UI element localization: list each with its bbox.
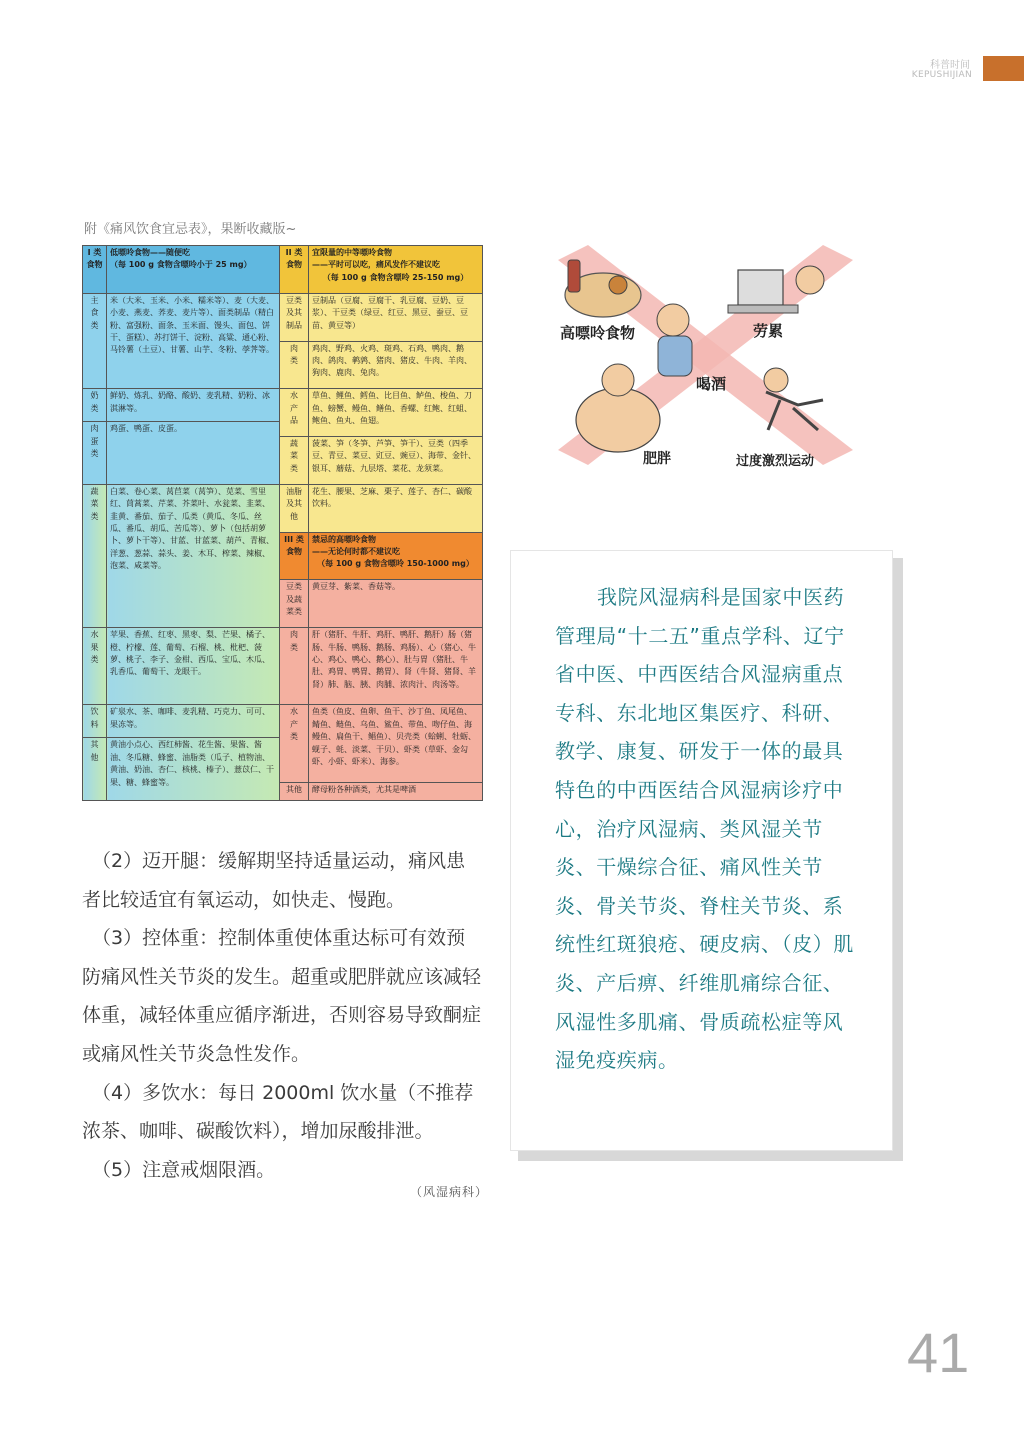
class2-note: （每 100 g 食物含嘌呤 25-150 mg） [322, 272, 469, 282]
class3-cat-other: 其他 [280, 782, 309, 800]
paragraph-smoking: （5）注意戒烟限酒。 [92, 1158, 276, 1181]
class2-cat-seafood: 水 产 品 [280, 389, 309, 437]
class3-text-meat: 肝（猪肝、牛肝、鸡肝、鸭肝、鹅肝）肠（猪肠、牛肠、鸭肠、鹅肠、鸡肠）、心（猪心、牛心、鸡心、鸭心、鹅心）、肚与胃（猪肚、牛肚、鸡胃、鸭胃、鹅胃）、肾（牛肾、猪肾、羊肾）肺、脑、胰、肉脯、浓肉汁、肉汤等。 [309, 628, 483, 705]
class2-title: 宜限量的中等嘌呤食物 [312, 248, 392, 257]
class3-label: III 类 食物 [280, 532, 309, 580]
class2-header [309, 246, 483, 294]
class1-cat-staple: 主 食 类 [83, 293, 107, 389]
class1-cat-veg: 蔬 菜 类 [83, 484, 107, 627]
gout-diet-table [82, 245, 483, 801]
paragraph-water: （4）多饮水：每日 2000ml 饮水量（不推荐浓茶、咖啡、碳酸饮料），增加尿酸排泄。 [82, 1081, 474, 1143]
department-intro: 我院风湿病科是国家中医药管理局“十二五”重点学科、辽宁省中医、中西医结合风湿病重点专科、东北地区集医疗、科研、教学、康复、研发于一体的最具特色的中西医结合风湿病诊疗中心，治疗风湿病、类风湿关节炎、干燥综合征、痛风性关节炎、骨关节炎、脊柱关节炎、系统性红斑狼疮、硬皮病、（皮）肌炎、产后痹、纤维肌痛综合征、风湿性多肌痛、骨质疏松症等风湿免疫疾病。 [555, 585, 854, 1073]
class3-cat-seafood: 水 产 类 [280, 705, 309, 782]
class1-header [107, 246, 280, 294]
class1-cat-other: 其 他 [83, 738, 107, 801]
table-caption: 附《痛风饮食宜忌表》，果断收藏版~ [84, 222, 297, 237]
class2-text-seafood: 草鱼、鲤鱼、鳕鱼、比目鱼、鲈鱼、梭鱼、刀鱼、螃蟹、鳗鱼、鳝鱼、香螺、红鲍、红蛆、鲍鱼、鱼丸、鱼翅。 [309, 389, 483, 437]
class2-text-meat: 鸡肉、野鸡、火鸡、斑鸡、石鸡、鸭肉、鹅肉、鸽肉、鹌鹑、猪肉、猪皮、牛肉、羊肉、狗肉、鹿肉、兔肉。 [309, 341, 483, 389]
class1-text-staple: 米（大米、玉米、小米、糯米等）、麦（大麦、小麦、燕麦、荞麦、麦片等）、面类制品（精白粉、富强粉、面条、玉米面、馒头、面包、饼干、蛋糕）、苏打饼干、淀粉、高粱、通心粉、马铃薯（土豆）、甘薯、山芋、冬粉、荸荠等。 [107, 293, 280, 389]
class3-text-bean: 黄豆芽、紫菜、香菇等。 [309, 580, 483, 628]
body-text [82, 842, 482, 1189]
class2-subtitle: ——平时可以吃，痛风发作不建议吃 [312, 260, 440, 270]
section-accent-bar [983, 56, 1024, 81]
class3-text-seafood: 鱼类（鱼皮、鱼卵、鱼干、沙丁鱼、凤尾鱼、鲭鱼、鲢鱼、乌鱼、鲨鱼、带鱼、吻仔鱼、海鳗鱼、扁鱼干、鲳鱼）、贝壳类（蛤蜊、牡蛎、蚬子、蚝、淡菜、干贝）、虾类（草虾、金勾虾、小虾、虾米）、海参。 [309, 705, 483, 782]
label-fatigue: 劳累 [753, 322, 784, 340]
paragraph-weight: （3）控体重：控制体重使体重达标可有效预防痛风性关节炎的发生。超重或肥胖就应该减轻体重，减轻体重应循序渐进，否则容易导致酮症或痛风性关节炎急性发作。 [82, 927, 482, 1065]
department-signoff: （风湿病科） [410, 1185, 489, 1199]
class1-title: 低嘌呤食物——随便吃 [110, 248, 190, 257]
class3-text-other: 酵母粉各种酒类，尤其是啤酒 [309, 782, 483, 800]
section-title-en: KEPUSHIJIAN [911, 70, 972, 80]
class1-text-veg: 白菜、卷心菜、莴苣菜（莴笋）、苋菜、雪里红、茼蒿菜、芹菜、芥菜叶、水瓮菜、韭菜、韭黄、番茄、茄子、瓜类（黄瓜、冬瓜、丝瓜、番瓜、胡瓜、苦瓜等）、萝卜（包括胡萝卜、萝卜干等）、甘蓝、甘蓝菜、葫芦、青椒、洋葱、葱蒜、蒜头、姜、木耳、榨菜、辣椒、泡菜、咸菜等。 [107, 484, 280, 627]
class3-header [309, 532, 483, 580]
class1-text-egg: 鸡蛋、鸭蛋、皮蛋。 [107, 422, 280, 485]
gout-triggers-illustration [548, 240, 863, 468]
class2-text-bean: 豆制品（豆腐、豆腐干、乳豆腐、豆奶、豆浆）、干豆类（绿豆、红豆、黑豆、蚕豆、豆苗、黄豆等） [309, 293, 483, 341]
label-high-purine-food: 高嘌呤食物 [560, 324, 636, 342]
class1-label: I 类 食物 [83, 246, 107, 294]
page-number: 41 [907, 1321, 970, 1384]
class2-text-oil: 花生、腰果、芝麻、栗子、莲子、杏仁、碳酸饮料。 [309, 484, 483, 532]
class1-cat-dairy: 奶 类 [83, 389, 107, 422]
paragraph-exercise: （2）迈开腿：缓解期坚持适量运动，痛风患者比较适宜有氧运动，如快走、慢跑。 [82, 850, 466, 911]
label-intense-exercise: 过度激烈运动 [736, 454, 815, 469]
class2-cat-oil: 油脂 及其 他 [280, 484, 309, 532]
class1-cat-egg: 肉 蛋 类 [83, 422, 107, 485]
section-title-cn: 科普时间 [930, 60, 970, 71]
class2-cat-veg: 蔬 菜 类 [280, 437, 309, 485]
class1-cat-drink: 饮 料 [83, 705, 107, 738]
info-box-text [555, 578, 855, 1080]
class1-subtitle: （每 100 g 食物含嘌呤小于 25 mg） [110, 260, 252, 270]
cross-graphic [548, 240, 863, 468]
class2-cat-bean: 豆类 及其 制品 [280, 293, 309, 341]
class2-label: II 类 食物 [280, 246, 309, 294]
label-obesity: 肥胖 [643, 451, 671, 467]
class2-cat-meat: 肉 类 [280, 341, 309, 389]
class1-text-fruit: 苹果、香蕉、红枣、黑枣、梨、芒果、橘子、橙、柠檬、莲、葡萄、石榴、桃、枇杷、菠萝、桃子、李子、金柑、西瓜、宝瓜、木瓜、乳香瓜、葡萄干、龙眼干。 [107, 628, 280, 705]
class3-title: 禁忌的高嘌呤食物 [312, 534, 376, 544]
class1-text-other: 黄油小点心、西红柿酱、花生酱、果酱、酱油、冬瓜糖、蜂蜜、油脂类（瓜子、植物油、黄油、奶油、杏仁、核桃、榛子）、薏苡仁、干果、糖、蜂蜜等。 [107, 738, 280, 801]
class1-text-drink: 矿泉水、茶、咖啡、麦乳精、巧克力、可可、果冻等。 [107, 705, 280, 738]
class3-cat-meat: 肉 类 [280, 628, 309, 705]
class3-subtitle: ——无论何时都不建议吃 [312, 546, 400, 556]
class2-text-veg: 菠菜、笋（冬笋、芦笋、笋干）、豆类（四季豆、青豆、菜豆、豇豆、豌豆）、海带、金针、银耳、蘑菇、九层塔、菜花、龙须菜。 [309, 437, 483, 485]
label-drinking: 喝酒 [696, 375, 727, 393]
class1-cat-fruit: 水 果 类 [83, 628, 107, 705]
class1-text-dairy: 鲜奶、炼乳、奶酪、酸奶、麦乳精、奶粉、冰淇淋等。 [107, 389, 280, 422]
class3-note: （每 100 g 食物含嘌呤 150-1000 mg） [317, 559, 474, 569]
class3-cat-bean: 豆类 及蔬 菜类 [280, 580, 309, 628]
